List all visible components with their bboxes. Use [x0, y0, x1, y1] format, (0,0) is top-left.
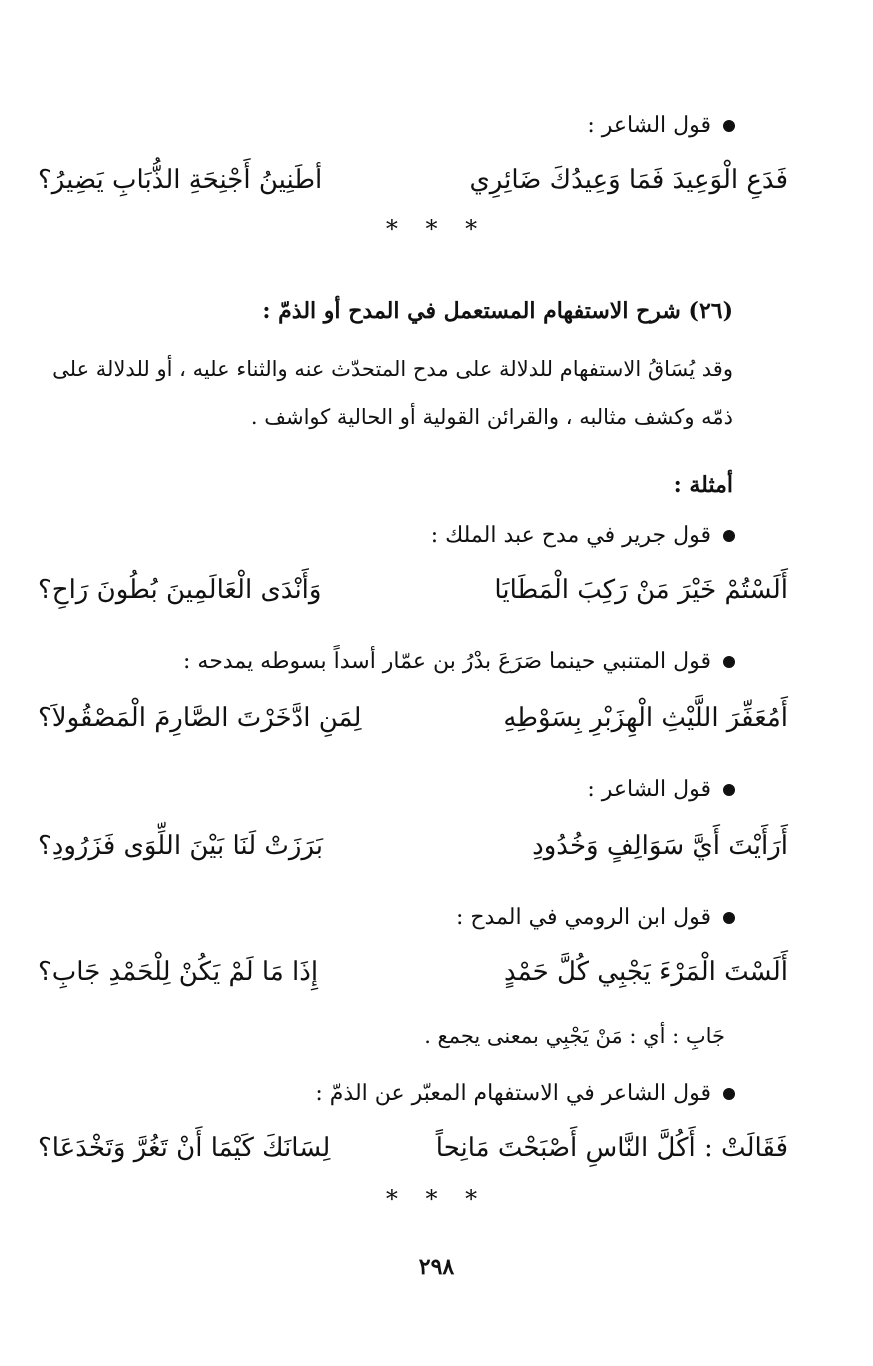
verse-line	[38, 826, 788, 866]
bullet-item-example	[95, 774, 735, 806]
bullet-text: قول الشاعر :	[587, 777, 711, 802]
bullet-text: قول المتنبي حينما صَرَعَ بدْرُ بن عمّار أسداً بسوطه يمدحه :	[183, 649, 711, 674]
bullet-icon	[723, 784, 735, 796]
verse-first-hemistich: أَمُعَفِّرَ اللَّيْثِ الْهِزَبْرِ بِسَوْطِهِ	[503, 703, 788, 733]
verse-line	[38, 1128, 788, 1168]
bullet-icon	[723, 120, 735, 132]
verse-line	[38, 570, 788, 610]
paragraph-line: ذمّه وكشف مثالبه ، والقرائن القولية أو الحالية كواشف .	[250, 405, 733, 429]
section-separator: * * *	[385, 1185, 488, 1213]
verse-first-hemistich: أَلَسْتُمْ خَيْرَ مَنْ رَكِبَ الْمَطَايَا	[494, 575, 788, 605]
verse-second-hemistich: لِسَانَكَ كَيْمَا أَنْ تَغُرَّ وَتَخْدَعَا؟	[38, 1133, 331, 1163]
examples-title: أمثلة :	[673, 472, 733, 498]
bullet-item-example	[95, 902, 735, 934]
verse-line	[38, 160, 788, 200]
bullet-text: قول الشاعر :	[587, 113, 711, 138]
bullet-item-example	[95, 520, 735, 552]
verse-second-hemistich: وَأَنْدَى الْعَالَمِينَ بُطُونَ رَاحِ؟	[38, 575, 322, 605]
bullet-icon	[723, 912, 735, 924]
section-separator: * * *	[385, 215, 488, 243]
bullet-icon	[723, 530, 735, 542]
bullet-text: قول جرير في مدح عبد الملك :	[430, 523, 711, 548]
verse-line	[38, 698, 788, 738]
verse-first-hemistich: أَلَسْتَ الْمَرْءَ يَجْبِي كُلَّ حَمْدٍ	[503, 957, 788, 987]
word-gloss-note: جَابِ : أي : مَنْ يَجْبِي بمعنى يجمع .	[424, 1024, 725, 1048]
verse-first-hemistich: فَدَعِ الْوَعِيدَ فَمَا وَعِيدُكَ ضَائِرِي	[469, 165, 788, 195]
bullet-text: قول الشاعر في الاستفهام المعبّر عن الذمّ :	[315, 1081, 711, 1106]
verse-second-hemistich: أطَنِينُ أَجْنِحَةِ الذُّبَابِ يَضِيرُ؟	[38, 165, 323, 195]
verse-second-hemistich: لِمَنِ ادَّخَرْتَ الصَّارِمَ الْمَصْقُولاَ؟	[38, 703, 362, 733]
bullet-item-example	[95, 1078, 735, 1110]
bullet-icon	[723, 1088, 735, 1100]
paragraph-line: وقد يُسَاقُ الاستفهام للدلالة على مدح المتحدّث عنه والثناء عليه ، أو للدلالة على	[52, 357, 733, 381]
verse-line	[38, 952, 788, 992]
bullet-icon	[723, 656, 735, 668]
section-heading: (٢٦) شرح الاستفهام المستعمل في المدح أو الذمّ :	[262, 298, 733, 324]
verse-second-hemistich: بَرَزَتْ لَنَا بَيْنَ اللِّوَى فَزَرُودِ؟	[38, 831, 324, 861]
verse-first-hemistich: فَقَالَتْ : أَكُلَّ النَّاسِ أَصْبَحْتَ مَانِحاً	[435, 1133, 788, 1163]
verse-second-hemistich: إِذَا مَا لَمْ يَكُنْ لِلْحَمْدِ جَابِ؟	[38, 957, 319, 987]
bullet-item-poet	[95, 110, 735, 142]
verse-first-hemistich: أَرَأَيْتَ أَيَّ سَوَالِفٍ وَخُدُودِ	[532, 831, 788, 861]
bullet-text: قول ابن الرومي في المدح :	[455, 905, 711, 930]
page-number: ٢٩٨	[418, 1254, 455, 1280]
bullet-item-example	[95, 646, 735, 678]
